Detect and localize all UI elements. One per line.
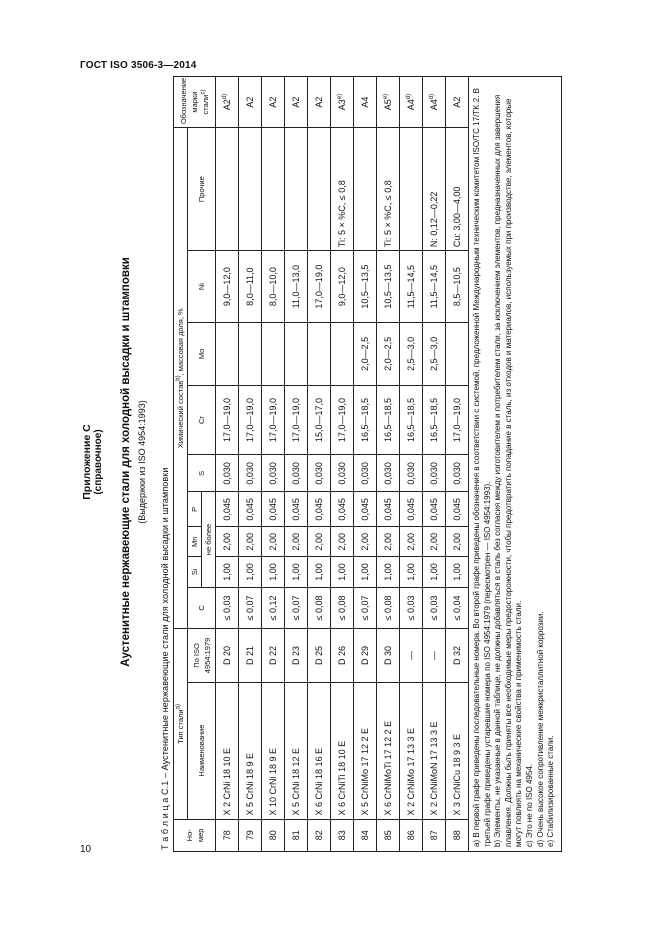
footnote-a: a) В первой графе приведены последовательные номера. Во второй графе приведены обозначения в соответствии с системой, предложенной Международным техническим комитетом ISO/TC 17/TK 2. В третьей графе приведены устаревшие номера по ISO 4954:1979 (пересмотрен — ISO 4954:1993). [472, 88, 492, 847]
cell-other: Ti: 5 × %C, ≤ 0,8 [377, 128, 400, 251]
table-row [423, 77, 446, 852]
header-steel-type: Тип стали$^{a)}$ [174, 629, 188, 819]
cell-c: ≤ 0,07 [239, 587, 262, 629]
footnote-b: b) Элементы, не указанные в данной таблице, не должны добавляться в сталь без согласия между изготовителем и потребителем стали, за исключением элементов, предназначенных для завершения плавления. Должны быть приняты все необходимые меры предосторожности, чтобы предотвратить попадание в сталь, из отходов и материалов, используемых при производстве, элементов, которые могут повлиять на механические свойства и применимость стали. [493, 94, 524, 847]
cell-mn: 2,00 [216, 527, 239, 557]
cell-si: 1,00 [446, 557, 469, 587]
cell-grade: A2$^{d)}$ [216, 77, 239, 128]
cell-s: 0,030 [216, 455, 239, 492]
cell-ni: 17,0—19,0 [308, 251, 331, 323]
cell-s: 0,030 [308, 455, 331, 492]
cell-mn: 2,00 [400, 527, 423, 557]
cell-s: 0,030 [354, 455, 377, 492]
cell-name: X 10 CrNi 18 9 E [262, 682, 285, 819]
cell-cr: 17,0—19,0 [285, 385, 308, 455]
cell-mo [331, 323, 354, 386]
cell-c: ≤ 0,08 [308, 587, 331, 629]
cell-cr: 17,0—19,0 [239, 385, 262, 455]
cell-number: 78 [216, 819, 239, 851]
cell-p: 0,045 [239, 492, 262, 527]
cell-si: 1,00 [285, 557, 308, 587]
cell-grade: A2 [262, 77, 285, 128]
cell-iso: D 25 [308, 629, 331, 682]
cell-other [239, 128, 262, 251]
cell-grade: A2 [239, 77, 262, 128]
cell-c: ≤ 0,08 [377, 587, 400, 629]
header-iso: По ISO 4954:1979 [188, 629, 216, 682]
cell-other: N: 0,12—0,22 [423, 128, 446, 251]
cell-ni: 9,0—12,0 [216, 251, 239, 323]
cell-mo [239, 323, 262, 386]
cell-s: 0,030 [446, 455, 469, 492]
header-p: P [188, 492, 202, 527]
cell-mn: 2,00 [377, 527, 400, 557]
cell-number: 85 [377, 819, 400, 851]
table-row [446, 77, 469, 852]
cell-ni: 11,0—13,0 [285, 251, 308, 323]
table-row [308, 77, 331, 852]
table-row [285, 77, 308, 852]
cell-mo [446, 323, 469, 386]
cell-s: 0,030 [239, 455, 262, 492]
cell-mo: 2,5—3,0 [400, 323, 423, 386]
cell-other [308, 128, 331, 251]
steel-table [173, 76, 562, 852]
cell-mn: 2,00 [262, 527, 285, 557]
cell-grade: A2 [446, 77, 469, 128]
annex-title: Приложение С [81, 424, 93, 500]
cell-number: 83 [331, 819, 354, 851]
cell-iso: D 21 [239, 629, 262, 682]
cell-other: Ti: 5 × %C, ≤ 0,8 [331, 128, 354, 251]
main-title: Аустенитные нержавеющие стали для холодной высадки и штамповки [120, 257, 132, 667]
cell-si: 1,00 [400, 557, 423, 587]
cell-iso: — [423, 629, 446, 682]
cell-iso: D 23 [285, 629, 308, 682]
cell-s: 0,030 [285, 455, 308, 492]
cell-c: ≤ 0,04 [446, 587, 469, 629]
cell-other: Cu: 3,00—4,00 [446, 128, 469, 251]
cell-grade: A4$^{d)}$ [423, 77, 446, 128]
cell-iso: D 29 [354, 629, 377, 682]
header-s: S [188, 455, 216, 492]
cell-ni: 10,5—13,5 [354, 251, 377, 323]
cell-number: 79 [239, 819, 262, 851]
cell-other [216, 128, 239, 251]
cell-iso: D 32 [446, 629, 469, 682]
cell-mo [285, 323, 308, 386]
cell-ni: 9,0—12,0 [331, 251, 354, 323]
header-no-more: не более [202, 492, 216, 587]
table-row [354, 77, 377, 852]
cell-number: 88 [446, 819, 469, 851]
table-row [262, 77, 285, 852]
cell-ni: 10,5—13,5 [377, 251, 400, 323]
cell-s: 0,030 [377, 455, 400, 492]
footnotes [469, 77, 562, 852]
cell-c: ≤ 0,07 [354, 587, 377, 629]
cell-p: 0,045 [308, 492, 331, 527]
cell-other [285, 128, 308, 251]
cell-si: 1,00 [423, 557, 446, 587]
cell-mn: 2,00 [354, 527, 377, 557]
cell-ni: 8,0—11,0 [239, 251, 262, 323]
cell-ni: 8,0—10,0 [262, 251, 285, 323]
cell-other [400, 128, 423, 251]
cell-grade: A4 [354, 77, 377, 128]
cell-iso: D 22 [262, 629, 285, 682]
cell-s: 0,030 [262, 455, 285, 492]
footnote-c: c) Это не по ISO 4954. [524, 764, 534, 847]
cell-number: 82 [308, 819, 331, 851]
cell-number: 87 [423, 819, 446, 851]
document-code: ГОСТ ISO 3506-3—2014 [80, 60, 197, 71]
header-si: Si [188, 557, 202, 587]
cell-si: 1,00 [262, 557, 285, 587]
cell-grade: A5$^{e)}$ [377, 77, 400, 128]
cell-c: ≤ 0,03 [400, 587, 423, 629]
cell-p: 0,045 [285, 492, 308, 527]
cell-grade: A3$^{e)}$ [331, 77, 354, 128]
cell-number: 80 [262, 819, 285, 851]
cell-ni: 8,5—10,5 [446, 251, 469, 323]
cell-cr: 16,5—18,5 [354, 385, 377, 455]
cell-mo: 2,0—2,5 [354, 323, 377, 386]
cell-s: 0,030 [423, 455, 446, 492]
header-name: Наименование [188, 682, 216, 819]
cell-cr: 15,0—17,0 [308, 385, 331, 455]
cell-si: 1,00 [308, 557, 331, 587]
cell-name: X 5 CrNi 18 12 E [285, 682, 308, 819]
cell-si: 1,00 [354, 557, 377, 587]
cell-name: X 2 CrNi 18 10 E [216, 682, 239, 819]
page-number: 10 [80, 844, 92, 855]
cell-c: ≤ 0,08 [331, 587, 354, 629]
annex-subtitle: (справочное) [93, 429, 104, 495]
header-other: Прочие [188, 128, 216, 251]
cell-grade: A2 [285, 77, 308, 128]
cell-si: 1,00 [239, 557, 262, 587]
cell-mo [216, 323, 239, 386]
cell-si: 1,00 [216, 557, 239, 587]
cell-si: 1,00 [377, 557, 400, 587]
cell-si: 1,00 [331, 557, 354, 587]
cell-name: X 6 CrNiTi 18 10 E [331, 682, 354, 819]
rotated-landscape-content [81, 72, 596, 852]
cell-name: X 2 CrNiMoN 17 13 3 E [423, 682, 446, 819]
cell-other [354, 128, 377, 251]
cell-cr: 16,5—18,5 [400, 385, 423, 455]
cell-name: X 2 CrNiMo 17 13 3 E [400, 682, 423, 819]
cell-ni: 11,5—14,5 [423, 251, 446, 323]
header-mn: Mn [188, 527, 202, 557]
table-row [331, 77, 354, 852]
cell-c: ≤ 0,12 [262, 587, 285, 629]
footnote-e: e) Стабилизированные стали. [546, 735, 556, 847]
cell-name: X 6 CrNiMoTi 17 12 2 E [377, 682, 400, 819]
cell-mn: 2,00 [423, 527, 446, 557]
cell-grade: A4$^{d)}$ [400, 77, 423, 128]
cell-p: 0,045 [446, 492, 469, 527]
header-number: Но-мер [174, 819, 216, 851]
table-row [216, 77, 239, 852]
cell-name: X 5 CrNiMo 17 12 2 E [354, 682, 377, 819]
cell-mo: 2,5—3,0 [423, 323, 446, 386]
table-row [400, 77, 423, 852]
cell-iso: D 26 [331, 629, 354, 682]
table-row [239, 77, 262, 852]
cell-name: X 6 CrNi 18 16 E [308, 682, 331, 819]
excerpt-note: (Выдержки из ISO 4954:1993) [137, 400, 147, 524]
cell-name: X 3 CrNiCu 18 9 3 E [446, 682, 469, 819]
cell-other [262, 128, 285, 251]
cell-p: 0,045 [262, 492, 285, 527]
cell-p: 0,045 [354, 492, 377, 527]
cell-mo: 2,0—2,5 [377, 323, 400, 386]
cell-cr: 16,5—18,5 [423, 385, 446, 455]
cell-grade: A2 [308, 77, 331, 128]
cell-p: 0,045 [377, 492, 400, 527]
cell-p: 0,045 [400, 492, 423, 527]
header-mo: Mo [188, 323, 216, 386]
cell-cr: 17,0—19,0 [446, 385, 469, 455]
cell-cr: 16,5—18,5 [377, 385, 400, 455]
cell-s: 0,030 [400, 455, 423, 492]
header-ni: Ni [188, 251, 216, 323]
header-cr: Cr [188, 385, 216, 455]
header-c: C [188, 587, 216, 629]
cell-iso: D 20 [216, 629, 239, 682]
table-caption: Т а б л и ц а С.1 – Аустенитные нержавеющие стали для холодной высадки и штамповки [160, 467, 170, 850]
footnote-d: d) Очень высокое сопротивление межкристаллитной коррозии. [535, 611, 545, 847]
cell-p: 0,045 [423, 492, 446, 527]
cell-iso: — [400, 629, 423, 682]
cell-ni: 11,5—14,5 [400, 251, 423, 323]
cell-c: ≤ 0,03 [423, 587, 446, 629]
cell-iso: D 30 [377, 629, 400, 682]
cell-c: ≤ 0,07 [285, 587, 308, 629]
cell-mo [262, 323, 285, 386]
table-row [377, 77, 400, 852]
header-designation: Обозначение марки стали$^{c)}$ [174, 77, 216, 128]
cell-number: 84 [354, 819, 377, 851]
cell-number: 86 [400, 819, 423, 851]
cell-cr: 17,0—19,0 [331, 385, 354, 455]
cell-s: 0,030 [331, 455, 354, 492]
cell-mn: 2,00 [308, 527, 331, 557]
cell-mn: 2,00 [331, 527, 354, 557]
cell-cr: 17,0—19,0 [216, 385, 239, 455]
cell-p: 0,045 [331, 492, 354, 527]
cell-mn: 2,00 [446, 527, 469, 557]
cell-mn: 2,00 [239, 527, 262, 557]
cell-name: X 5 CrNi 18 9 E [239, 682, 262, 819]
cell-p: 0,045 [216, 492, 239, 527]
cell-c: ≤ 0,03 [216, 587, 239, 629]
header-chemical-composition: Химический состав$^{b)}$, массовая доля, % [174, 128, 188, 629]
cell-mo [308, 323, 331, 386]
cell-mn: 2,00 [285, 527, 308, 557]
cell-cr: 17,0—19,0 [262, 385, 285, 455]
cell-number: 81 [285, 819, 308, 851]
